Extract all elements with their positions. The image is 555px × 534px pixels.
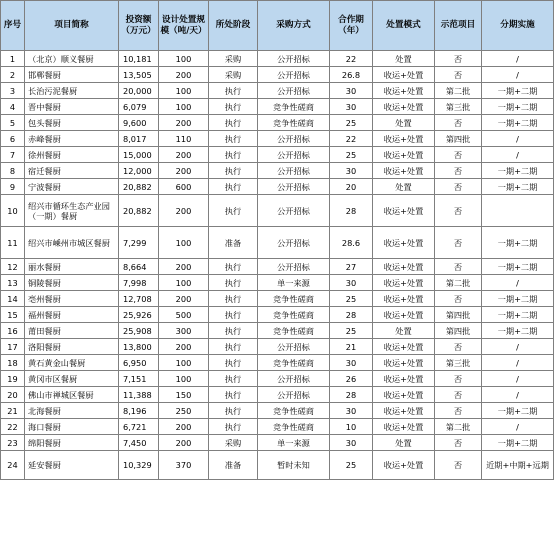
cell-no: 20 bbox=[1, 387, 25, 403]
cell-mode: 处置 bbox=[373, 323, 435, 339]
cell-capacity: 370 bbox=[159, 451, 209, 480]
cell-demo: 否 bbox=[435, 339, 482, 355]
cell-invest: 8,196 bbox=[119, 403, 159, 419]
cell-procure: 竞争性磋商 bbox=[258, 323, 330, 339]
cell-invest: 11,388 bbox=[119, 387, 159, 403]
cell-no: 8 bbox=[1, 163, 25, 179]
cell-capacity: 200 bbox=[159, 163, 209, 179]
cell-capacity: 100 bbox=[159, 275, 209, 291]
cell-no: 17 bbox=[1, 339, 25, 355]
cell-demo: 否 bbox=[435, 259, 482, 275]
cell-mode: 收运+处置 bbox=[373, 291, 435, 307]
header-cell-procure: 采购方式 bbox=[258, 1, 330, 51]
header-cell-stage: 所处阶段 bbox=[209, 1, 258, 51]
cell-procure: 公开招标 bbox=[258, 227, 330, 259]
cell-procure: 竞争性磋商 bbox=[258, 307, 330, 323]
cell-mode: 收运+处置 bbox=[373, 163, 435, 179]
cell-mode: 收运+处置 bbox=[373, 339, 435, 355]
cell-period: 28 bbox=[330, 387, 373, 403]
table-row bbox=[1, 227, 554, 259]
cell-name: 黄石黄金山餐厨 bbox=[25, 355, 119, 371]
cell-mode: 收运+处置 bbox=[373, 307, 435, 323]
cell-procure: 公开招标 bbox=[258, 387, 330, 403]
cell-stage: 执行 bbox=[209, 99, 258, 115]
cell-capacity: 250 bbox=[159, 403, 209, 419]
cell-mode: 收运+处置 bbox=[373, 355, 435, 371]
cell-mode: 收运+处置 bbox=[373, 371, 435, 387]
cell-demo: 第三批 bbox=[435, 99, 482, 115]
cell-stage: 执行 bbox=[209, 195, 258, 227]
cell-stage: 准备 bbox=[209, 451, 258, 480]
table-row bbox=[1, 179, 554, 195]
cell-period: 30 bbox=[330, 163, 373, 179]
cell-name: 铜陵餐厨 bbox=[25, 275, 119, 291]
table-row bbox=[1, 419, 554, 435]
cell-phase: / bbox=[482, 355, 554, 371]
cell-invest: 15,000 bbox=[119, 147, 159, 163]
cell-no: 24 bbox=[1, 451, 25, 480]
cell-name: 黄冈市区餐厨 bbox=[25, 371, 119, 387]
cell-no: 7 bbox=[1, 147, 25, 163]
cell-period: 28.6 bbox=[330, 227, 373, 259]
cell-invest: 12,708 bbox=[119, 291, 159, 307]
cell-procure: 公开招标 bbox=[258, 51, 330, 67]
cell-stage: 执行 bbox=[209, 291, 258, 307]
cell-invest: 13,505 bbox=[119, 67, 159, 83]
cell-name: 海口餐厨 bbox=[25, 419, 119, 435]
cell-phase: 一期+二期 bbox=[482, 435, 554, 451]
cell-demo: 否 bbox=[435, 451, 482, 480]
cell-period: 20 bbox=[330, 179, 373, 195]
cell-phase: 一期+二期 bbox=[482, 323, 554, 339]
table-row bbox=[1, 163, 554, 179]
cell-phase: 一期+二期 bbox=[482, 403, 554, 419]
cell-stage: 执行 bbox=[209, 259, 258, 275]
cell-phase: 一期+二期 bbox=[482, 83, 554, 99]
cell-capacity: 100 bbox=[159, 83, 209, 99]
cell-procure: 公开招标 bbox=[258, 83, 330, 99]
cell-period: 25 bbox=[330, 323, 373, 339]
cell-invest: 20,000 bbox=[119, 83, 159, 99]
cell-demo: 第二批 bbox=[435, 275, 482, 291]
cell-name: 洛阳餐厨 bbox=[25, 339, 119, 355]
cell-mode: 收运+处置 bbox=[373, 451, 435, 480]
cell-invest: 6,079 bbox=[119, 99, 159, 115]
cell-capacity: 100 bbox=[159, 355, 209, 371]
cell-phase: / bbox=[482, 51, 554, 67]
cell-phase: 一期+二期 bbox=[482, 307, 554, 323]
cell-procure: 竞争性磋商 bbox=[258, 355, 330, 371]
cell-phase: 一期+二期 bbox=[482, 227, 554, 259]
cell-procure: 公开招标 bbox=[258, 195, 330, 227]
table-row bbox=[1, 51, 554, 67]
cell-name: 北海餐厨 bbox=[25, 403, 119, 419]
cell-invest: 6,950 bbox=[119, 355, 159, 371]
cell-name: 佛山市禅城区餐厨 bbox=[25, 387, 119, 403]
table-row bbox=[1, 147, 554, 163]
cell-demo: 否 bbox=[435, 195, 482, 227]
cell-capacity: 200 bbox=[159, 67, 209, 83]
cell-no: 13 bbox=[1, 275, 25, 291]
cell-procure: 竞争性磋商 bbox=[258, 115, 330, 131]
cell-no: 1 bbox=[1, 51, 25, 67]
cell-invest: 13,800 bbox=[119, 339, 159, 355]
cell-name: 晋中餐厨 bbox=[25, 99, 119, 115]
cell-demo: 第四批 bbox=[435, 323, 482, 339]
cell-demo: 第四批 bbox=[435, 307, 482, 323]
cell-demo: 否 bbox=[435, 435, 482, 451]
cell-period: 30 bbox=[330, 99, 373, 115]
cell-mode: 处置 bbox=[373, 435, 435, 451]
cell-stage: 执行 bbox=[209, 179, 258, 195]
cell-demo: 否 bbox=[435, 67, 482, 83]
cell-demo: 第三批 bbox=[435, 355, 482, 371]
cell-stage: 执行 bbox=[209, 323, 258, 339]
cell-period: 10 bbox=[330, 419, 373, 435]
cell-phase: 一期+二期 bbox=[482, 163, 554, 179]
cell-procure: 竞争性磋商 bbox=[258, 419, 330, 435]
table-header-row bbox=[1, 1, 554, 51]
cell-name: 绍兴市嵊州市城区餐厨 bbox=[25, 227, 119, 259]
cell-demo: 否 bbox=[435, 291, 482, 307]
cell-invest: 9,600 bbox=[119, 115, 159, 131]
cell-stage: 采购 bbox=[209, 435, 258, 451]
header-cell-capacity: 设计处置规模（吨/天） bbox=[159, 1, 209, 51]
cell-no: 9 bbox=[1, 179, 25, 195]
table-row bbox=[1, 371, 554, 387]
cell-phase: 近期+中期+远期 bbox=[482, 451, 554, 480]
cell-mode: 收运+处置 bbox=[373, 131, 435, 147]
cell-period: 28 bbox=[330, 195, 373, 227]
cell-name: 包头餐厨 bbox=[25, 115, 119, 131]
table-row bbox=[1, 387, 554, 403]
cell-procure: 竞争性磋商 bbox=[258, 99, 330, 115]
cell-stage: 执行 bbox=[209, 387, 258, 403]
cell-stage: 执行 bbox=[209, 275, 258, 291]
cell-invest: 7,299 bbox=[119, 227, 159, 259]
cell-phase bbox=[482, 195, 554, 227]
cell-invest: 20,882 bbox=[119, 179, 159, 195]
header-cell-phase: 分期实施 bbox=[482, 1, 554, 51]
header-cell-name: 项目简称 bbox=[25, 1, 119, 51]
cell-stage: 执行 bbox=[209, 131, 258, 147]
cell-capacity: 100 bbox=[159, 227, 209, 259]
cell-invest: 8,017 bbox=[119, 131, 159, 147]
cell-period: 25 bbox=[330, 115, 373, 131]
cell-capacity: 200 bbox=[159, 419, 209, 435]
header-cell-demo: 示范项目 bbox=[435, 1, 482, 51]
cell-demo: 否 bbox=[435, 387, 482, 403]
cell-procure: 竞争性磋商 bbox=[258, 403, 330, 419]
cell-procure: 单一来源 bbox=[258, 275, 330, 291]
cell-no: 18 bbox=[1, 355, 25, 371]
cell-name: 福州餐厨 bbox=[25, 307, 119, 323]
cell-demo: 否 bbox=[435, 51, 482, 67]
cell-no: 11 bbox=[1, 227, 25, 259]
cell-procure: 竞争性磋商 bbox=[258, 291, 330, 307]
cell-no: 12 bbox=[1, 259, 25, 275]
cell-phase: / bbox=[482, 147, 554, 163]
cell-mode: 收运+处置 bbox=[373, 419, 435, 435]
cell-no: 21 bbox=[1, 403, 25, 419]
table-row bbox=[1, 131, 554, 147]
cell-name: 绵阳餐厨 bbox=[25, 435, 119, 451]
cell-phase: 一期+二期 bbox=[482, 179, 554, 195]
cell-phase: / bbox=[482, 67, 554, 83]
cell-phase: / bbox=[482, 131, 554, 147]
cell-procure: 单一来源 bbox=[258, 435, 330, 451]
header-cell-period: 合作期（年） bbox=[330, 1, 373, 51]
cell-stage: 执行 bbox=[209, 403, 258, 419]
cell-demo: 否 bbox=[435, 179, 482, 195]
cell-period: 30 bbox=[330, 83, 373, 99]
cell-mode: 收运+处置 bbox=[373, 83, 435, 99]
cell-stage: 执行 bbox=[209, 115, 258, 131]
cell-period: 30 bbox=[330, 403, 373, 419]
cell-invest: 20,882 bbox=[119, 195, 159, 227]
cell-procure: 公开招标 bbox=[258, 371, 330, 387]
cell-demo: 否 bbox=[435, 163, 482, 179]
cell-mode: 收运+处置 bbox=[373, 227, 435, 259]
table-row bbox=[1, 291, 554, 307]
cell-mode: 收运+处置 bbox=[373, 403, 435, 419]
cell-capacity: 200 bbox=[159, 115, 209, 131]
cell-mode: 收运+处置 bbox=[373, 99, 435, 115]
cell-capacity: 200 bbox=[159, 339, 209, 355]
cell-name: 莆田餐厨 bbox=[25, 323, 119, 339]
cell-demo: 否 bbox=[435, 115, 482, 131]
cell-no: 10 bbox=[1, 195, 25, 227]
cell-phase: / bbox=[482, 371, 554, 387]
cell-mode: 收运+处置 bbox=[373, 275, 435, 291]
cell-name: （北京）顺义餐厨 bbox=[25, 51, 119, 67]
table-row bbox=[1, 83, 554, 99]
table-row bbox=[1, 67, 554, 83]
cell-capacity: 100 bbox=[159, 51, 209, 67]
cell-phase: 一期+二期 bbox=[482, 259, 554, 275]
cell-no: 2 bbox=[1, 67, 25, 83]
cell-name: 丽水餐厨 bbox=[25, 259, 119, 275]
cell-period: 26.8 bbox=[330, 67, 373, 83]
cell-demo: 否 bbox=[435, 371, 482, 387]
cell-invest: 10,181 bbox=[119, 51, 159, 67]
cell-demo: 否 bbox=[435, 227, 482, 259]
cell-stage: 执行 bbox=[209, 355, 258, 371]
cell-no: 23 bbox=[1, 435, 25, 451]
table-row bbox=[1, 323, 554, 339]
cell-invest: 25,926 bbox=[119, 307, 159, 323]
cell-invest: 12,000 bbox=[119, 163, 159, 179]
table-row bbox=[1, 259, 554, 275]
cell-name: 延安餐厨 bbox=[25, 451, 119, 480]
cell-no: 3 bbox=[1, 83, 25, 99]
cell-procure: 暂时未知 bbox=[258, 451, 330, 480]
cell-name: 长治污泥餐厨 bbox=[25, 83, 119, 99]
table-row bbox=[1, 403, 554, 419]
cell-invest: 7,450 bbox=[119, 435, 159, 451]
cell-capacity: 100 bbox=[159, 371, 209, 387]
cell-capacity: 500 bbox=[159, 307, 209, 323]
cell-stage: 执行 bbox=[209, 147, 258, 163]
header-cell-no: 序号 bbox=[1, 1, 25, 51]
cell-capacity: 600 bbox=[159, 179, 209, 195]
table-row bbox=[1, 307, 554, 323]
cell-invest: 7,151 bbox=[119, 371, 159, 387]
table-row bbox=[1, 435, 554, 451]
cell-period: 25 bbox=[330, 451, 373, 480]
cell-procure: 公开招标 bbox=[258, 179, 330, 195]
cell-procure: 公开招标 bbox=[258, 67, 330, 83]
cell-mode: 收运+处置 bbox=[373, 387, 435, 403]
cell-stage: 执行 bbox=[209, 163, 258, 179]
cell-invest: 10,329 bbox=[119, 451, 159, 480]
cell-invest: 8,664 bbox=[119, 259, 159, 275]
header-cell-invest: 投资额（万元） bbox=[119, 1, 159, 51]
cell-no: 4 bbox=[1, 99, 25, 115]
cell-stage: 执行 bbox=[209, 339, 258, 355]
cell-capacity: 200 bbox=[159, 195, 209, 227]
cell-no: 16 bbox=[1, 323, 25, 339]
cell-mode: 收运+处置 bbox=[373, 147, 435, 163]
cell-period: 30 bbox=[330, 275, 373, 291]
table-row bbox=[1, 355, 554, 371]
cell-mode: 处置 bbox=[373, 115, 435, 131]
cell-procure: 公开招标 bbox=[258, 131, 330, 147]
cell-no: 6 bbox=[1, 131, 25, 147]
cell-procure: 公开招标 bbox=[258, 259, 330, 275]
cell-period: 27 bbox=[330, 259, 373, 275]
cell-no: 5 bbox=[1, 115, 25, 131]
cell-phase: 一期+二期 bbox=[482, 291, 554, 307]
cell-capacity: 200 bbox=[159, 259, 209, 275]
cell-demo: 否 bbox=[435, 403, 482, 419]
cell-invest: 7,998 bbox=[119, 275, 159, 291]
cell-period: 22 bbox=[330, 51, 373, 67]
table-body bbox=[1, 1, 554, 480]
cell-mode: 收运+处置 bbox=[373, 259, 435, 275]
cell-no: 22 bbox=[1, 419, 25, 435]
cell-name: 亳州餐厨 bbox=[25, 291, 119, 307]
cell-no: 19 bbox=[1, 371, 25, 387]
cell-stage: 采购 bbox=[209, 67, 258, 83]
cell-name: 绍兴市循环生态产业园（一期）餐厨 bbox=[25, 195, 119, 227]
header-cell-mode: 处置模式 bbox=[373, 1, 435, 51]
cell-no: 14 bbox=[1, 291, 25, 307]
cell-procure: 公开招标 bbox=[258, 147, 330, 163]
cell-capacity: 110 bbox=[159, 131, 209, 147]
cell-mode: 收运+处置 bbox=[373, 67, 435, 83]
cell-phase: 一期+二期 bbox=[482, 115, 554, 131]
cell-name: 邯郸餐厨 bbox=[25, 67, 119, 83]
cell-demo: 第二批 bbox=[435, 419, 482, 435]
cell-invest: 25,908 bbox=[119, 323, 159, 339]
cell-mode: 处置 bbox=[373, 51, 435, 67]
cell-mode: 收运+处置 bbox=[373, 195, 435, 227]
cell-name: 徐州餐厨 bbox=[25, 147, 119, 163]
cell-period: 30 bbox=[330, 435, 373, 451]
cell-period: 25 bbox=[330, 291, 373, 307]
table-row bbox=[1, 115, 554, 131]
cell-invest: 6,721 bbox=[119, 419, 159, 435]
table-row bbox=[1, 99, 554, 115]
cell-stage: 执行 bbox=[209, 371, 258, 387]
cell-demo: 否 bbox=[435, 147, 482, 163]
cell-phase: / bbox=[482, 387, 554, 403]
cell-name: 赤峰餐厨 bbox=[25, 131, 119, 147]
cell-demo: 第二批 bbox=[435, 83, 482, 99]
cell-stage: 准备 bbox=[209, 227, 258, 259]
cell-period: 30 bbox=[330, 355, 373, 371]
cell-period: 21 bbox=[330, 339, 373, 355]
cell-name: 宿迁餐厨 bbox=[25, 163, 119, 179]
cell-capacity: 200 bbox=[159, 435, 209, 451]
cell-phase: / bbox=[482, 339, 554, 355]
cell-stage: 执行 bbox=[209, 307, 258, 323]
cell-no: 15 bbox=[1, 307, 25, 323]
cell-capacity: 100 bbox=[159, 99, 209, 115]
cell-stage: 采购 bbox=[209, 51, 258, 67]
cell-capacity: 200 bbox=[159, 291, 209, 307]
table-row bbox=[1, 195, 554, 227]
cell-procure: 公开招标 bbox=[258, 339, 330, 355]
cell-period: 28 bbox=[330, 307, 373, 323]
cell-stage: 执行 bbox=[209, 419, 258, 435]
table-row bbox=[1, 275, 554, 291]
table-row bbox=[1, 451, 554, 480]
cell-demo: 第四批 bbox=[435, 131, 482, 147]
cell-capacity: 200 bbox=[159, 147, 209, 163]
cell-period: 22 bbox=[330, 131, 373, 147]
cell-name: 宁波餐厨 bbox=[25, 179, 119, 195]
cell-procure: 公开招标 bbox=[258, 163, 330, 179]
table-row bbox=[1, 339, 554, 355]
cell-phase: / bbox=[482, 275, 554, 291]
cell-period: 26 bbox=[330, 371, 373, 387]
cell-phase: / bbox=[482, 419, 554, 435]
cell-capacity: 300 bbox=[159, 323, 209, 339]
cell-mode: 处置 bbox=[373, 179, 435, 195]
cell-phase: 一期+二期 bbox=[482, 99, 554, 115]
cell-period: 25 bbox=[330, 147, 373, 163]
cell-stage: 执行 bbox=[209, 83, 258, 99]
cell-capacity: 150 bbox=[159, 387, 209, 403]
